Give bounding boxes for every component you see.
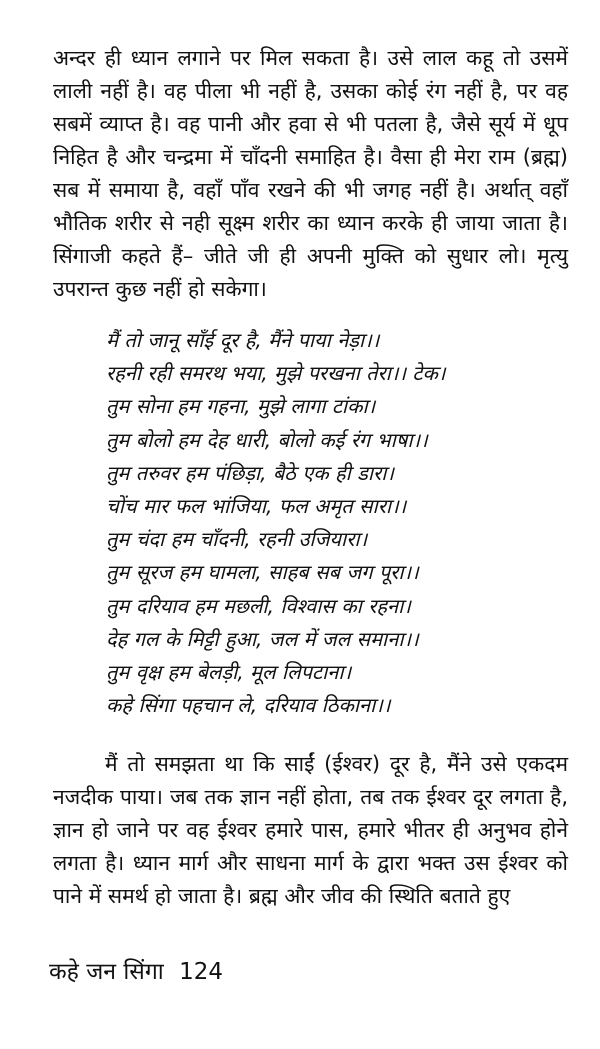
page-number: 124 <box>179 959 223 985</box>
verse-line: तुम सूरज हम घामला, साहब सब जग पूरा।। <box>106 560 419 585</box>
verse-line: देह गल के मिट्टी हुआ, जल में जल समाना।। <box>106 626 419 651</box>
verse-block <box>106 324 568 722</box>
page-footer <box>49 957 223 987</box>
verse-line: तुम दरियाव हम मछली, विश्वास का रहना। <box>106 593 411 618</box>
verse-line: तुम बोलो हम देह धारी, बोलो कई रंग भाषा।। <box>106 427 428 452</box>
book-title: कहे जन सिंगा <box>49 959 164 985</box>
paragraph-intro: अन्दर ही ध्यान लगाने पर मिल सकता है। उसे लाल कहू तो उसमें लाली नहीं है। वह पीला भी नहीं है, उसका कोई रंग नहीं है, पर वह सबमें व्याप्त है। वह पानी और हवा से भी पतला है, जैसे सूर्य में धूप निहित है और चन्द्रमा में चाँदनी समाहित है। वैसा ही मेरा राम (ब्रह्म) सब में समाया है, वहाँ पाँव रखने की भी जगह नहीं है। अर्थात् वहाँ भौतिक शरीर से नही सूक्ष्म शरीर का ध्यान करके ही जाया जाता है। सिंगाजी कहते हैं– जीते जी ही अपनी मुक्ति को सुधार लो। मृत्यु उपरान्त कुछ नहीं हो सकेगा। <box>53 46 568 301</box>
verse-line: तुम चंदा हम चाँदनी, रहनी उजियारा। <box>106 527 368 552</box>
verse-line: तुम तरुवर हम पंछिड़ा, बैठे एक ही डारा। <box>106 460 394 485</box>
verse-line: कहे सिंगा पहचान ले, दरियाव ठिकाना।। <box>106 693 391 718</box>
verse-line: रहनी रही समरथ भया, मुझे परखना तेरा।। टेक। <box>106 361 446 386</box>
verse-line: मैं तो जानू साँई दूर है, मैंने पाया नेड़ा।। <box>106 328 380 352</box>
verse-line: तुम सोना हम गहना, मुझे लागा टांका। <box>106 394 376 419</box>
verse-line: तुम वृक्ष हम बेलड़ी, मूल लिपटाना। <box>106 660 352 685</box>
verse-line: चोंच मार फल भांजिया, फल अमृत सारा।। <box>106 494 407 519</box>
paragraph-commentary: मैं तो समझता था कि साईं (ईश्वर) दूर है, मैंने उसे एकदम नजदीक पाया। जब तक ज्ञान नहीं होता, तब तक ईश्वर दूर लगता है, ज्ञान हो जाने पर वह ईश्वर हमारे पास, हमारे भीतर ही अनुभव होने लगता है। ध्यान मार्ग और साधना मार्ग के द्वारा भक्त उस ईश्वर को पाने में समर्थ हो जाता है। ब्रह्म और जीव की स्थिति बताते हुए <box>53 752 568 909</box>
